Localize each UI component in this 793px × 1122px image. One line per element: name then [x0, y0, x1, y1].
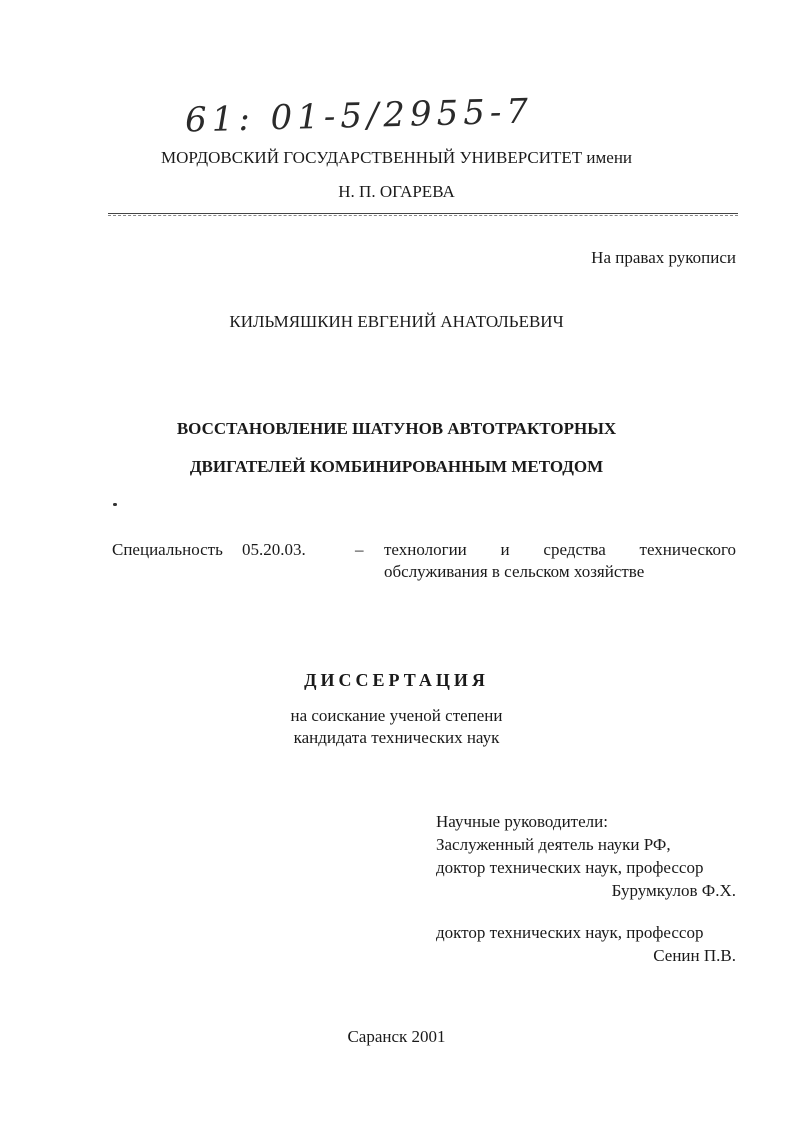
document-type-heading: ДИССЕРТАЦИЯ — [304, 670, 489, 690]
supervisor2-title1: доктор технических наук, профессор — [436, 923, 704, 942]
degree-statement — [0, 705, 793, 749]
supervisor1-title1: Заслуженный деятель науки РФ, — [436, 835, 671, 854]
supervisor2-block — [436, 921, 736, 967]
university-name-line1: МОРДОВСКИЙ ГОСУДАРСТВЕННЫЙ УНИВЕРСИТЕТ имени — [160, 148, 633, 167]
author-name: КИЛЬМЯШКИН ЕВГЕНИЙ АНАТОЛЬЕВИЧ — [229, 312, 564, 331]
university-name-line2: Н. П. ОГАРЕВА — [338, 182, 455, 201]
title-line1: ВОССТАНОВЛЕНИЕ ШАТУНОВ АВТОТРАКТОРНЫХ — [176, 419, 617, 438]
degree-line1: на соискание ученой степени — [290, 706, 503, 725]
city-year: Саранск 2001 — [347, 1027, 446, 1046]
specialty-dash: – — [355, 540, 364, 559]
dissertation-title — [0, 410, 793, 486]
supervisors-heading: Научные руководители: — [436, 812, 608, 831]
specialty-text-line2: обслуживания в сельском хозяйстве — [384, 562, 645, 581]
specialty-text-line1: технологии и средства технического — [384, 540, 736, 559]
supervisors-block — [436, 810, 736, 902]
specialty-label: Специальность — [112, 540, 223, 559]
degree-line2: кандидата технических наук — [293, 728, 500, 747]
scan-speck — [113, 503, 117, 506]
specialty-code: 05.20.03. — [242, 540, 306, 559]
header-divider — [108, 213, 738, 216]
title-line2: ДВИГАТЕЛЕЙ КОМБИНИРОВАННЫМ МЕТОДОМ — [189, 457, 604, 476]
supervisor2-name: Сенин П.В. — [653, 946, 736, 965]
supervisor1-title2: доктор технических наук, профессор — [436, 858, 704, 877]
supervisor1-name: Бурумкулов Ф.Х. — [611, 881, 736, 900]
archive-handwritten-mark: 61: 01-5/2955-7 — [184, 91, 534, 141]
manuscript-rights-note: На правах рукописи — [591, 248, 736, 267]
